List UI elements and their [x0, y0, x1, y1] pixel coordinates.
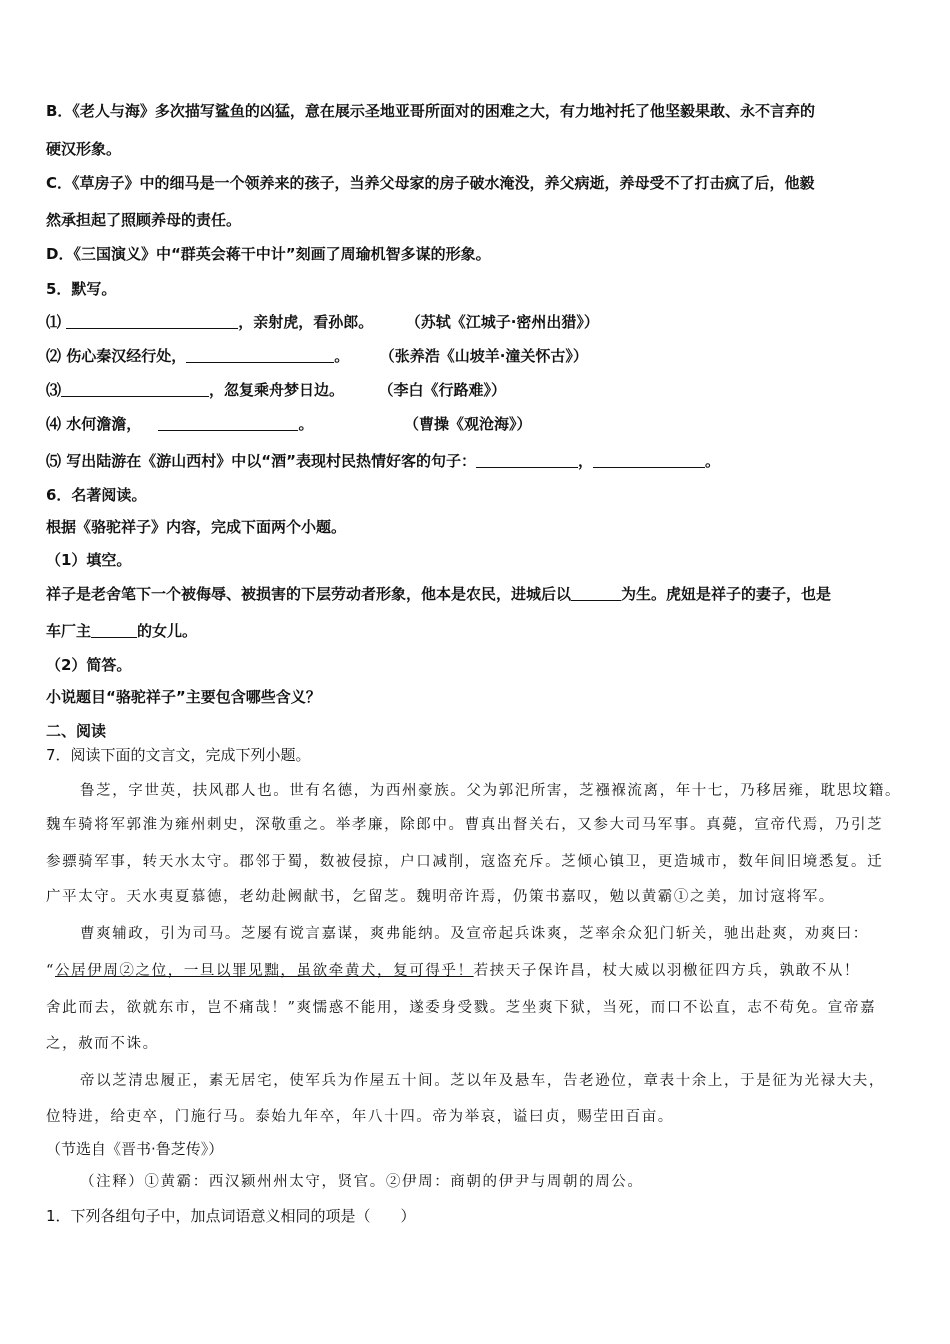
option-b-line-2: 硬汉形象。 [46, 140, 122, 158]
q6-question: 小说题目“骆驼祥子”主要包含哪些含义？ [46, 688, 321, 706]
passage-p1-line-3: 参骠骑军事，转天水太守。郡邻于蜀，数被侵掠，户口减削，寇盗充斥。芝倾心镇卫，更造城市，数年间旧境悉复。迁 [46, 854, 884, 870]
sub-question-1: 1．下列各组句子中，加点词语意义相同的项是（ ） [46, 1207, 416, 1225]
passage-p2-line-2 [46, 959, 860, 980]
q5-item-5-end: 。 [704, 452, 720, 470]
q5-item-3-blank[interactable] [61, 382, 209, 397]
q6-fill-line-2 [46, 620, 197, 641]
q6-fill-line-1 [46, 583, 831, 604]
passage-p3-line-1: 帝以芝清忠履正，素无居宅，使军兵为作屋五十间。芝以年及悬车，告老逊位，章表十余上，于是征为光禄大夫， [80, 1073, 885, 1089]
q6-heading: 6．名著阅读。 [46, 486, 147, 504]
underlined-sentence: 公居伊周②之位，一旦以罪见黜，虽欲牵黄犬，复可得乎！ [55, 963, 474, 979]
q5-item-2-end: 。 [334, 347, 350, 365]
q5-item-5 [46, 450, 720, 471]
q6-fill-blank-2[interactable] [91, 623, 137, 638]
q5-item-1-blank[interactable] [66, 314, 238, 329]
q5-item-5-blank-2[interactable] [593, 453, 705, 468]
passage-p1-line-1: 鲁芝，字世英，扶风郡人也。世有名德，为西州豪族。父为郭汜所害，芝襁褓流离，年十七，乃移居雍，耽思坟籍。 [80, 783, 902, 799]
q5-item-4-text: ⑷ 水何澹澹， [46, 415, 142, 433]
q5-item-3 [46, 379, 506, 400]
q5-item-4-end: 。 [298, 415, 314, 433]
q5-item-1-text: ，亲射虎，看孙郎。 [238, 313, 374, 331]
q6-sub-1: （1）填空。 [46, 551, 132, 569]
q5-heading: 5．默写。 [46, 280, 117, 298]
q6-fill-blank-1[interactable] [571, 586, 621, 601]
section-heading: 二、阅读 [46, 722, 107, 740]
q5-item-5-comma: ， [577, 452, 593, 470]
passage-p2-line-1: 曹爽辅政，引为司马。芝屡有谠言嘉谋，爽弗能纳。及宣帝起兵诛爽，芝率余众犯门斩关，驰出赴爽，劝爽曰： [80, 926, 869, 942]
option-d: D．《三国演义》中“群英会蒋干中计”刻画了周瑜机智多谋的形象。 [46, 245, 491, 263]
q6-sub-2: （2）简答。 [46, 656, 132, 674]
option-c-line-1: C．《草房子》中的细马是一个领养来的孩子，当养父母家的房子破水淹没，养父病逝，养母受不了打击疯了后，他毅 [46, 174, 815, 192]
q5-item-4-source: （曹操《观沧海》） [403, 415, 532, 433]
passage-notes: （注释）①黄霸：西汉颍州州太守，贤官。②伊周：商朝的伊尹与周朝的周公。 [80, 1174, 644, 1190]
q6-intro: 根据《骆驼祥子》内容，完成下面两个小题。 [46, 518, 347, 536]
q5-item-2-blank[interactable] [186, 348, 334, 363]
q6-fill-text-1a: 祥子是老舍笔下一个被侮辱、被损害的下层劳动者形象，他本是农民，进城后以 [46, 585, 572, 603]
passage-p2-line-3: 舍此而去，欲就东市，岂不痛哉！”爽懦惑不能用，遂委身受戮。芝坐爽下狱，当死，而口不讼直，志不苟免。宣帝嘉 [46, 1000, 877, 1016]
option-c-line-2: 然承担起了照顾养母的责任。 [46, 211, 242, 229]
q5-item-1-source: （苏轼《江城子·密州出猎》） [405, 313, 599, 331]
q5-item-5-blank-1[interactable] [476, 453, 578, 468]
q6-fill-text-2a: 车厂主 [46, 622, 92, 640]
q7-intro: 7．阅读下面的文言文，完成下列小题。 [46, 746, 311, 764]
q6-fill-text-1b: 为生。虎妞是祥子的妻子，也是 [621, 585, 832, 603]
q5-item-4-blank[interactable] [158, 416, 298, 431]
q5-item-2-source: （张养浩《山坡羊·潼关怀古》） [379, 347, 588, 365]
q5-item-3-num: ⑶ [46, 381, 62, 399]
q5-item-5-text: ⑸ 写出陆游在《游山西村》中以“酒”表现村民热情好客的句子： [46, 452, 476, 470]
passage-source: （节选自《晋书·鲁芝传》） [46, 1140, 224, 1158]
q5-item-2 [46, 345, 588, 366]
passage-p1-line-2: 魏车骑将军郭淮为雍州刺史，深敬重之。举孝廉，除郎中。曹真出督关右，又参大司马军事。真薨，宣帝代焉，乃引芝 [46, 817, 884, 833]
q5-item-4 [46, 413, 531, 434]
passage-p1-line-4: 广平太守。天水夷夏慕德，老幼赴阙献书，乞留芝。魏明帝许焉，仍策书嘉叹，勉以黄霸①之美，加讨寇将军。 [46, 889, 835, 905]
quote-open: “ [46, 963, 56, 979]
passage-p2-line-4: 之，赦而不诛。 [46, 1036, 159, 1052]
passage-p2-line-2-rest: 若挟天子保许昌，杖大威以羽檄征四方兵，孰敢不从！ [473, 963, 861, 979]
q5-item-3-source: （李白《行路难》） [378, 381, 507, 399]
q5-item-2-text: ⑵ 伤心秦汉经行处， [46, 347, 187, 365]
q6-fill-text-2b: 的女儿。 [137, 622, 198, 640]
q5-item-3-text: ，忽复乘舟梦日边。 [209, 381, 345, 399]
passage-p3-line-2: 位特进，给吏卒，门施行马。泰始九年卒，年八十四。帝为举哀，谥曰贞，赐茔田百亩。 [46, 1109, 674, 1125]
q5-item-1-num: ⑴ [46, 313, 62, 331]
option-b-line-1: B．《老人与海》多次描写鲨鱼的凶猛，意在展示圣地亚哥所面对的困难之大，有力地衬托了他坚毅果敢、永不言弃的 [46, 102, 815, 120]
q5-item-1 [46, 311, 599, 332]
